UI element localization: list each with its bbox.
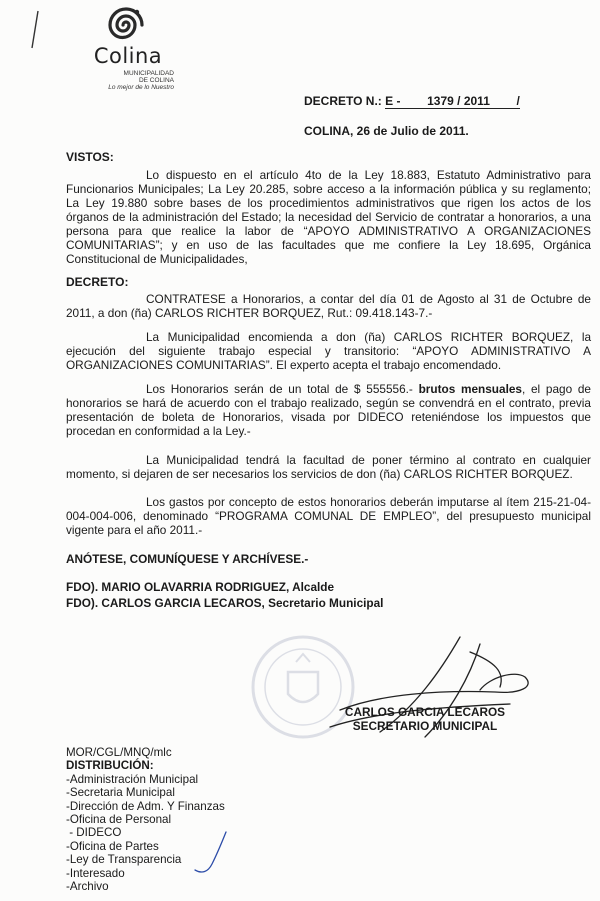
list-item: - DIDECO: [66, 826, 122, 840]
fdo-secretario: FDO). CARLOS GARCIA LECAROS, Secretario Municipal: [66, 596, 384, 610]
initials-line: MOR/CGL/MNQ/mlc: [66, 746, 172, 759]
signatory-name: CARLOS GARCIA LECAROS: [344, 705, 506, 719]
logo-tagline: Lo mejor de lo Nuestro: [108, 84, 174, 91]
handwritten-signature: [320, 632, 550, 752]
decreto-paragraph-1: CONTRATESE a Honorarios, a contar del día 01 de Agosto al 31 de Octubre de 2011, a don (ña) CARLOS RICHTER BORQUEZ, Rut.: 09.418.143-7.-: [66, 292, 591, 320]
list-item: -Administración Municipal: [66, 772, 199, 786]
pen-tick-mark: [190, 830, 230, 880]
vistos-paragraph: Lo dispuesto en el artículo 4to de la Ley 18.883, Estatuto Administrativo para Funcionarios Municipales; La Ley 20.285, sobre acceso a la información pública y su reglamento; La Ley 19.880 sobre bases de los procedimientos administrativos que rigen los actos de los órganos de la administración del Estado; la necesidad del Servicio de contratar a honorarios, a una persona para que realice la labor de “APOYO ADMINISTRATIVO A ORGANIZACIONES COMUNITARIAS”; y en uso de las facultades que me confiere la Ley 18.695, Orgánica Constitucional de Municipalidades,: [66, 168, 591, 266]
brutos-mensuales: brutos mensuales: [418, 382, 522, 396]
list-item: -Dirección de Adm. Y Finanzas: [66, 799, 225, 813]
signatory-title: SECRETARIO MUNICIPAL: [352, 719, 498, 733]
place-date: COLINA, 26 de Julio de 2011.: [304, 124, 469, 138]
honorarios-terms-text: , el pago de honorarios se hará de acuerdo con el trabajo realizado, según se convendrá en el contrato, previa presentación de boleta de Honorarios, visada por DIDECO reteniéndose los impuestos que procedan en conformidad a la Ley.-: [66, 382, 591, 438]
list-item: -Oficina de Personal: [66, 813, 172, 827]
list-item: -Archivo: [66, 880, 109, 894]
anotese-line: ANÓTESE, COMUNÍQUESE Y ARCHÍVESE.-: [66, 552, 309, 566]
decreto-paragraph-4: La Municipalidad tendrá la facultad de poner término al contrato en cualquier momento, si dejaren de ser necesarios los servicios de don (ña) CARLOS RICHTER BORQUEZ.: [66, 453, 591, 481]
vistos-heading: VISTOS:: [66, 150, 114, 164]
list-item: -Interesado: [66, 866, 125, 880]
signature-block: [330, 705, 520, 733]
logo-line-municipalidad: MUNICIPALIDAD: [123, 70, 174, 77]
margin-pen-mark: [28, 10, 42, 50]
decreto-paragraph-3: [66, 382, 591, 438]
list-item: -Ley de Transparencia: [66, 853, 182, 867]
distribution-title: DISTRIBUCIÓN:: [66, 759, 154, 773]
decree-number: E - 1379 / 2011 /: [385, 94, 520, 108]
decreto-paragraph-5: Los gastos por concepto de estos honorarios deberán imputarse al ítem 215-21-04-004-004-006, denominado “PROGRAMA COMUNAL DE EMPLEO”, del presupuesto municipal vigente para el año 2011.-: [66, 495, 591, 537]
decree-number-line: [304, 94, 520, 109]
decreto-heading: DECRETO:: [66, 275, 129, 289]
decreto-paragraph-2: La Municipalidad encomienda a don (ña) CARLOS RICHTER BORQUEZ, la ejecución del siguiente trabajo especial y transitorio: “APOYO ADMINISTRATIVO A ORGANIZACIONES COMUNITARIAS”. El experto acepta el trabajo encomendado.: [66, 330, 591, 372]
logo-name: Colina: [93, 44, 163, 68]
list-item: -Secretaria Municipal: [66, 786, 175, 800]
fdo-alcalde: FDO). MARIO OLAVARRIA RODRIGUEZ, Alcalde: [66, 580, 335, 594]
logo-subtitle: [78, 70, 174, 91]
colina-logo-icon: [103, 2, 149, 48]
list-item: -Oficina de Partes: [66, 839, 159, 853]
honorarios-amount-text: Los Honorarios serán de un total de $ 555556.-: [146, 382, 419, 396]
decree-label: DECRETO N.:: [304, 94, 386, 108]
logo-line-de-colina: DE COLINA: [138, 77, 174, 84]
